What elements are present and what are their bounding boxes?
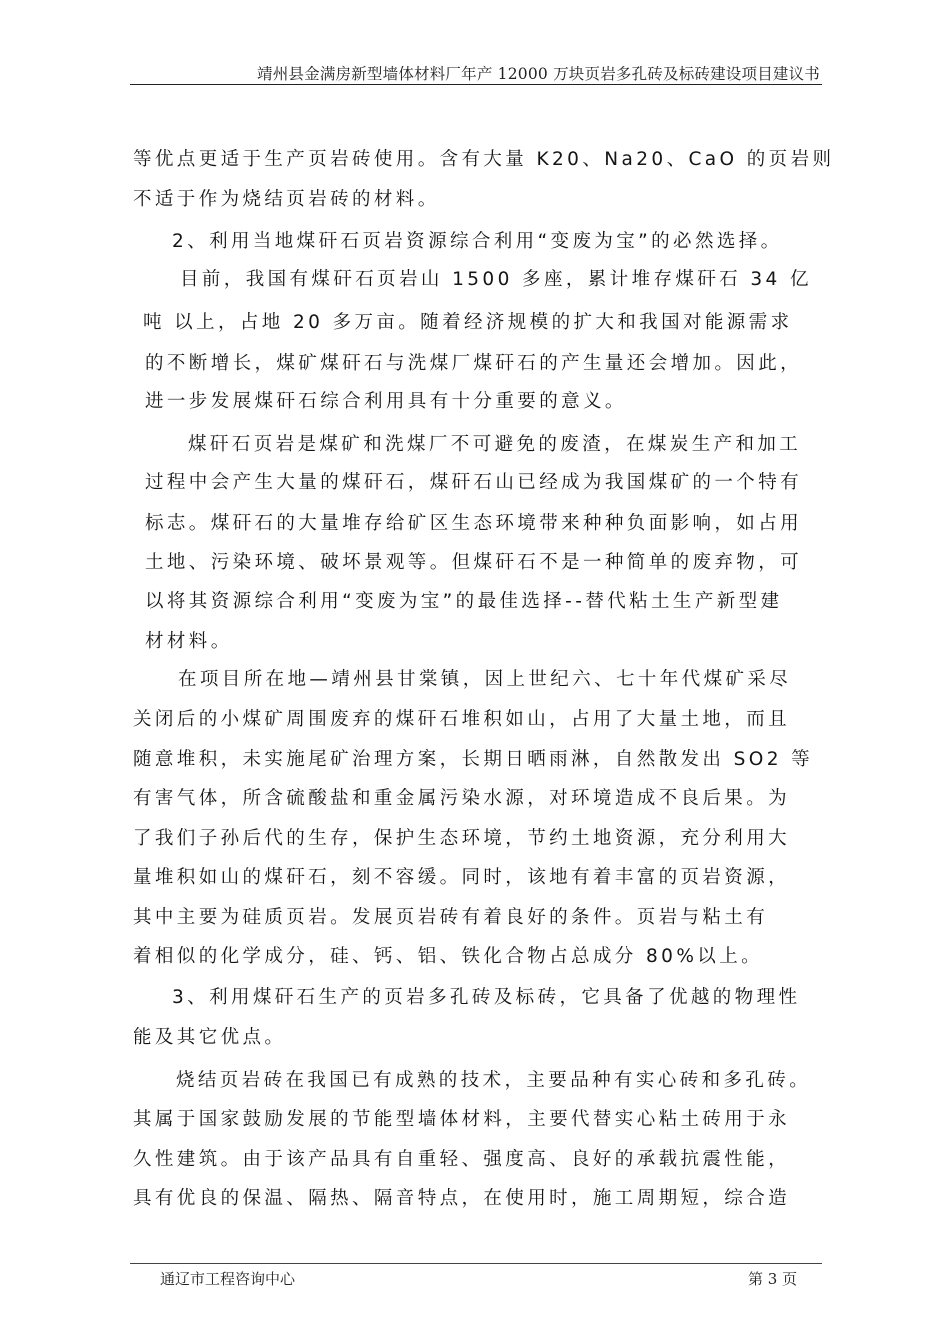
body-line: 以将其资源综合利用“变废为宝”的最佳选择--替代粘土生产新型建 [145,591,783,612]
body-line: 烧结页岩砖在我国已有成熟的技术，主要品种有实心砖和多孔砖。 [176,1070,812,1091]
body-line: 了我们子孙后代的生存，保护生态环境，节约土地资源，充分利用大 [133,828,791,849]
body-line: 量堆积如山的煤矸石，刻不容缓。同时，该地有着丰富的页岩资源， [133,867,791,888]
body-line: 有害气体，所含硫酸盐和重金属污染水源，对环境造成不良后果。为 [133,788,791,809]
body-line: 久性建筑。由于该产品具有自重轻、强度高、良好的承载抗震性能， [133,1149,791,1170]
body-line: 土地、污染环境、破坏景观等。但煤矸石不是一种简单的废弃物，可 [145,552,803,573]
body-line: 的不断增长，煤矿煤矸石与洗煤厂煤矸石的产生量还会增加。因此， [145,353,803,374]
body-line: 随意堆积，未实施尾矿治理方案，长期日晒雨淋，自然散发出 SO2 等 [133,749,814,770]
footer-divider [130,1263,822,1264]
body-line: 着相似的化学成分，硅、钙、铝、铁化合物占总成分 80%以上。 [133,946,764,967]
body-line: 吨 以上，占地 20 多万亩。随着经济规模的扩大和我国对能源需求 [143,312,793,333]
body-line: 其中主要为硅质页岩。发展页岩砖有着良好的条件。页岩与粘土有 [133,907,769,928]
body-line: 在项目所在地—靖州县甘棠镇，因上世纪六、七十年代煤矿采尽 [178,669,792,690]
body-line: 煤矸石页岩是煤矿和洗煤厂不可避免的废渣，在煤炭生产和加工 [188,434,802,455]
body-line: 进一步发展煤矸石综合利用具有十分重要的意义。 [145,391,627,412]
header-divider [130,84,822,85]
body-line: 等优点更适于生产页岩砖使用。含有大量 K20、Na20、CaO 的页岩则 [133,149,835,170]
body-line: 能及其它优点。 [133,1027,287,1048]
page-number: 第 3 页 [748,1270,798,1288]
body-line: 具有优良的保温、隔热、隔音特点，在使用时，施工周期短，综合造 [133,1188,791,1209]
body-line: 过程中会产生大量的煤矸石，煤矸石山已经成为我国煤矿的一个特有 [145,472,803,493]
footer-organization: 通辽市工程咨询中心 [160,1270,296,1288]
body-line: 目前，我国有煤矸石页岩山 1500 多座，累计堆存煤矸石 34 亿 [180,269,812,290]
page-header-title: 靖州县金满房新型墙体材料厂年产 12000 万块页岩多孔砖及标砖建设项目建议书 [257,65,820,83]
body-line: 3、利用煤矸石生产的页岩多孔砖及标砖，它具备了优越的物理性 [172,987,801,1008]
body-line: 2、利用当地煤矸石页岩资源综合利用“变废为宝”的必然选择。 [172,231,783,252]
body-line: 不适于作为烧结页岩砖的材料。 [133,189,440,210]
body-line: 标志。煤矸石的大量堆存给矿区生态环境带来种种负面影响，如占用 [145,513,803,534]
body-line: 关闭后的小煤矿周围废弃的煤矸石堆积如山，占用了大量土地，而且 [133,709,791,730]
body-line: 材材料。 [145,631,233,652]
body-line: 其属于国家鼓励发展的节能型墙体材料，主要代替实心粘土砖用于永 [133,1109,791,1130]
